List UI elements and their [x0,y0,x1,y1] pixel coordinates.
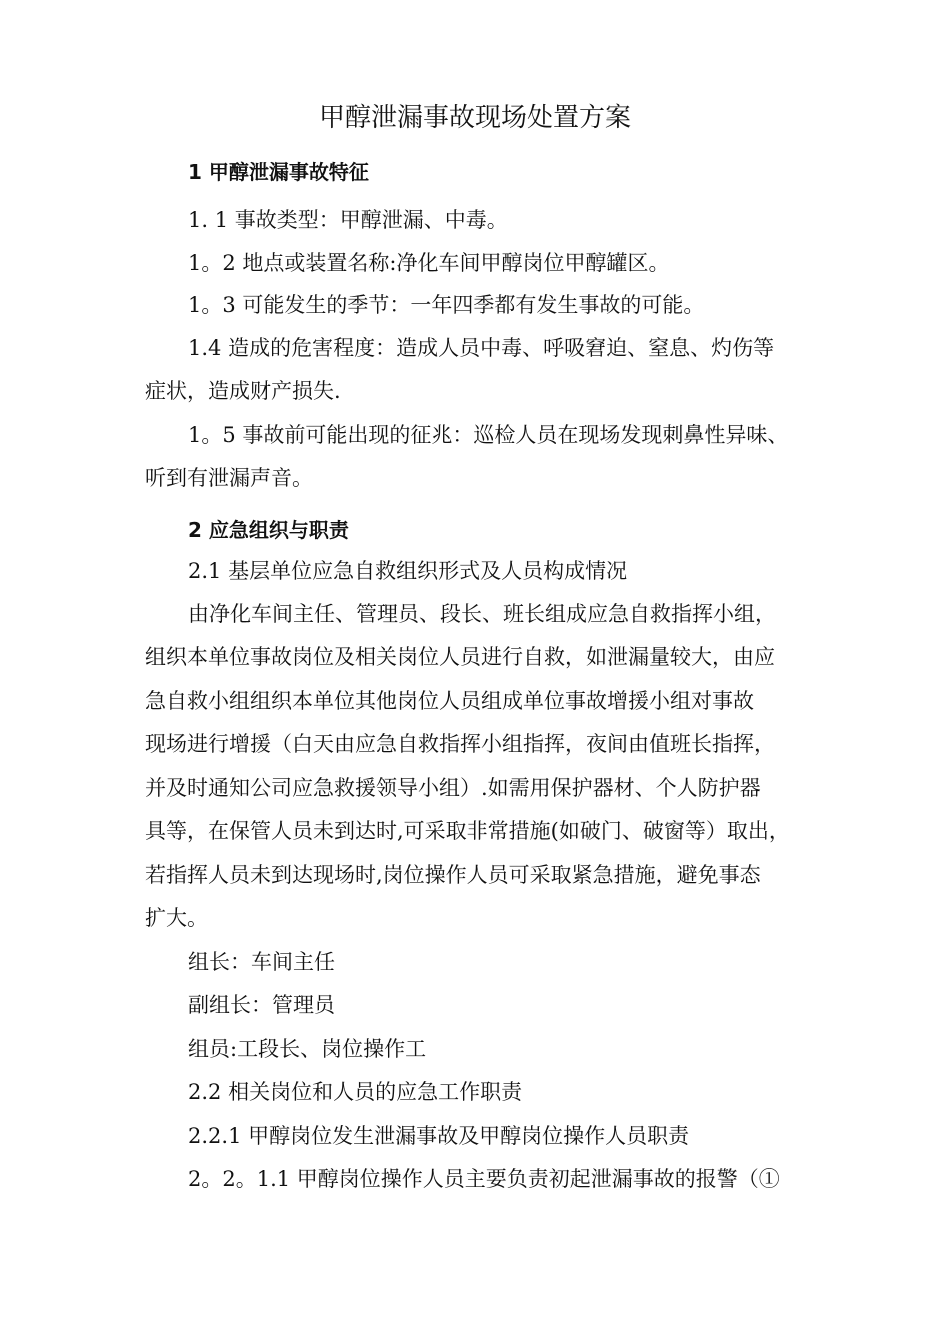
subsection-2-2-1-1-text: 2。2。1.1 甲醇岗位操作人员主要负责初起泄漏事故的报警（① [188,1167,780,1191]
paragraph-line: 1. 1 事故类型：甲醇泄漏、中毒。 [188,208,508,232]
member-line: 组员:工段长、岗位操作工 [188,1037,427,1061]
member-line: 组长：车间主任 [188,950,335,974]
paragraph-line: 1。2 地点或装置名称:净化车间甲醇岗位甲醇罐区。 [188,251,670,275]
subsection-2-2-1-heading: 2.2.1 甲醇岗位发生泄漏事故及甲醇岗位操作人员职责 [188,1124,690,1148]
paragraph-line: 扩大。 [145,906,208,930]
subsection-2-2-heading: 2.2 相关岗位和人员的应急工作职责 [188,1080,523,1104]
paragraph-line: 若指挥人员未到达现场时,岗位操作人员可采取紧急措施，避免事态 [145,863,761,887]
subsection-2-1-heading: 2.1 基层单位应急自救组织形式及人员构成情况 [188,559,628,583]
paragraph-line: 1。5 事故前可能出现的征兆：巡检人员在现场发现刺鼻性异味、 [188,423,789,447]
paragraph-line: 急自救小组组织本单位其他岗位人员组成单位事故增援小组对事故 [145,689,754,713]
paragraph-line: 并及时通知公司应急救援领导小组）.如需用保护器材、个人防护器 [145,776,761,800]
paragraph-line: 具等，在保管人员未到达时,可采取非常措施(如破门、破窗等）取出， [145,819,790,843]
paragraph-line: 1.4 造成的危害程度：造成人员中毒、呼吸窘迫、窒息、灼伤等 [188,336,775,360]
member-line: 副组长：管理员 [188,993,335,1017]
paragraph-line: 组织本单位事故岗位及相关岗位人员进行自救，如泄漏量较大，由应 [145,645,775,669]
paragraph-line: 由净化车间主任、管理员、段长、班长组成应急自救指挥小组， [188,602,776,626]
paragraph-line: 现场进行增援（白天由应急自救指挥小组指挥，夜间由值班长指挥， [145,732,775,756]
section-2-heading: 2 应急组织与职责 [188,518,349,542]
section-1-heading: 1 甲醇泄漏事故特征 [188,160,369,184]
paragraph-line: 听到有泄漏声音。 [145,466,313,490]
paragraph-line: 1。3 可能发生的季节：一年四季都有发生事故的可能。 [188,293,705,317]
paragraph-line: 症状，造成财产损失. [145,379,341,403]
document-title: 甲醇泄漏事故现场处置方案 [318,103,631,133]
